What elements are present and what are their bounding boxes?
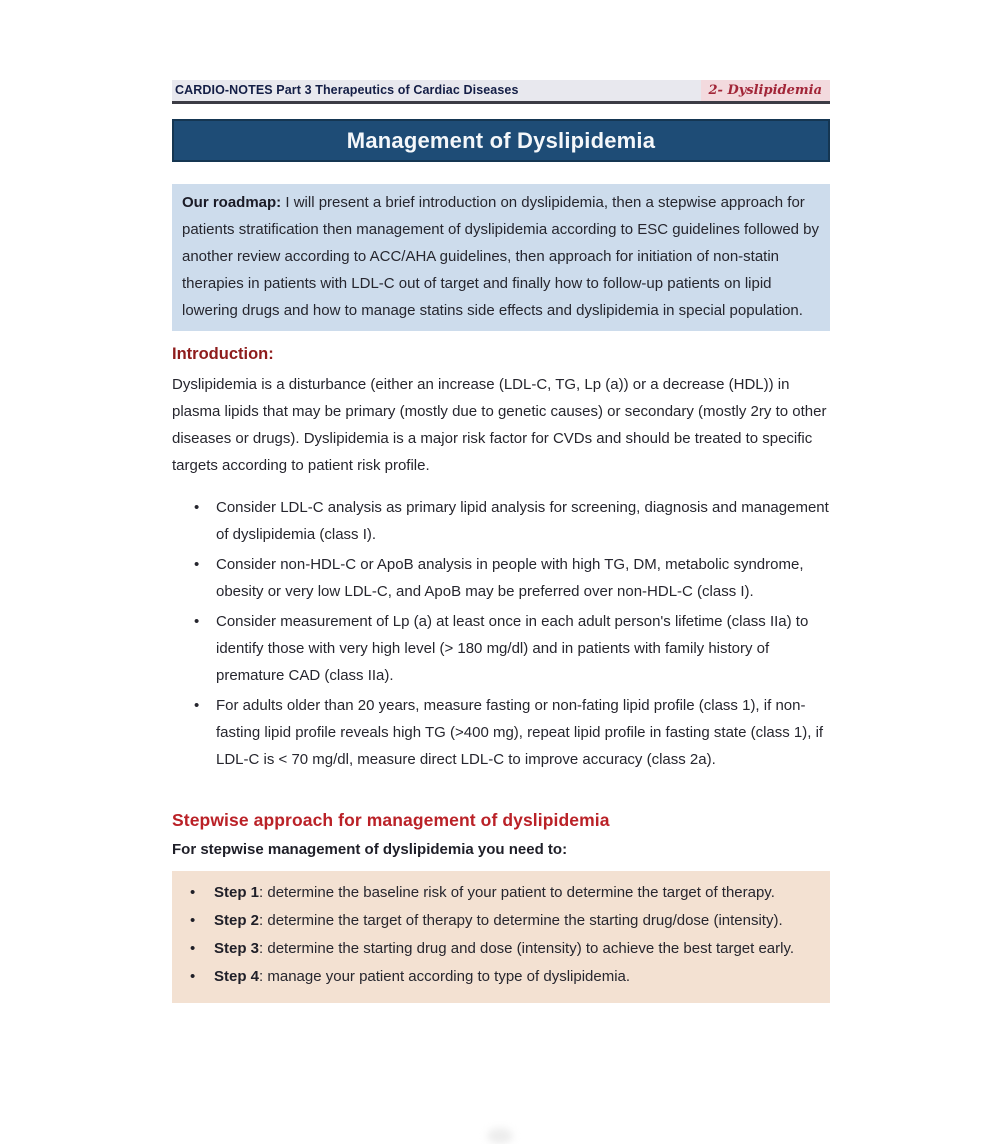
page-number-smudge: [487, 1128, 513, 1144]
step-item: [190, 879, 820, 907]
step-label: Step 1: [214, 884, 260, 901]
roadmap-text: I will present a brief introduction on dyslipidemia, then a stepwise approach for patients stratification then management of dyslipidemia according to ESC guidelines followed by another review according to ACC/AHA guidelines, then approach for initiation of non-statin therapies in patients with LDL-C out of target and finally how to follow-up patients on lipid lowering drugs and how to manage statins side effects and dyslipidemia in special population.: [182, 194, 820, 319]
page-header: [172, 80, 830, 104]
step-item: [190, 935, 820, 963]
step-label: Step 3: [214, 940, 260, 957]
step-label: Step 4: [214, 968, 260, 985]
document-content: [172, 0, 830, 1003]
steps-list: [180, 879, 820, 991]
step-item: [190, 963, 820, 991]
introduction-bullet-list: [172, 494, 830, 773]
step-label: Step 2: [214, 912, 260, 929]
header-chapter-label: 2- Dyslipidemia: [701, 80, 831, 101]
roadmap-lead: Our roadmap:: [182, 194, 282, 211]
steps-box: [172, 871, 830, 1003]
list-item: • For adults older than 20 years, measure fasting or non-fating lipid profile (class 1), if non-fasting lipid profile reveals high TG (>400 mg), repeat lipid profile in fasting state (class 1), if LDL-C is < 70 mg/dl, measure direct LDL-C to improve accuracy (class 2a).: [194, 692, 830, 773]
introduction-paragraph: Dyslipidemia is a disturbance (either an increase (LDL-C, TG, Lp (a)) or a decrease (HDL)) in plasma lipids that may be primary (mostly due to genetic causes) or secondary (mostly 2ry to other diseases or drugs). Dyslipidemia is a major risk factor for CVDs and should be treated to specific targets according to patient risk profile.: [172, 376, 827, 474]
list-item: • Consider LDL-C analysis as primary lipid analysis for screening, diagnosis and management of dyslipidemia (class I).: [194, 494, 830, 548]
step-item: [190, 907, 820, 935]
header-book-title: CARDIO-NOTES Part 3 Therapeutics of Cardiac Diseases: [175, 83, 519, 97]
stepwise-heading: Stepwise approach for management of dyslipidemia: [172, 810, 610, 830]
list-item: • Consider non-HDL-C or ApoB analysis in people with high TG, DM, metabolic syndrome, obesity or very low LDL-C, and ApoB may be preferred over non-HDL-C (class I).: [194, 551, 830, 605]
step-text: : determine the baseline risk of your patient to determine the target of therapy.: [259, 884, 775, 901]
title-banner: [172, 119, 830, 162]
stepwise-subheading: For stepwise management of dyslipidemia you need to:: [172, 841, 568, 858]
step-text: : determine the target of therapy to determine the starting drug/dose (intensity).: [259, 912, 783, 929]
roadmap-box: [172, 184, 830, 331]
step-text: : determine the starting drug and dose (intensity) to achieve the best target early.: [259, 940, 795, 957]
step-text: : manage your patient according to type of dyslipidemia.: [259, 968, 631, 985]
list-item: • Consider measurement of Lp (a) at least once in each adult person's lifetime (class IIa) to identify those with very high level (> 180 mg/dl) and in patients with family history of premature CAD (class IIa).: [194, 608, 830, 689]
page-title: Management of Dyslipidemia: [346, 128, 656, 153]
introduction-heading: Introduction:: [172, 345, 274, 363]
